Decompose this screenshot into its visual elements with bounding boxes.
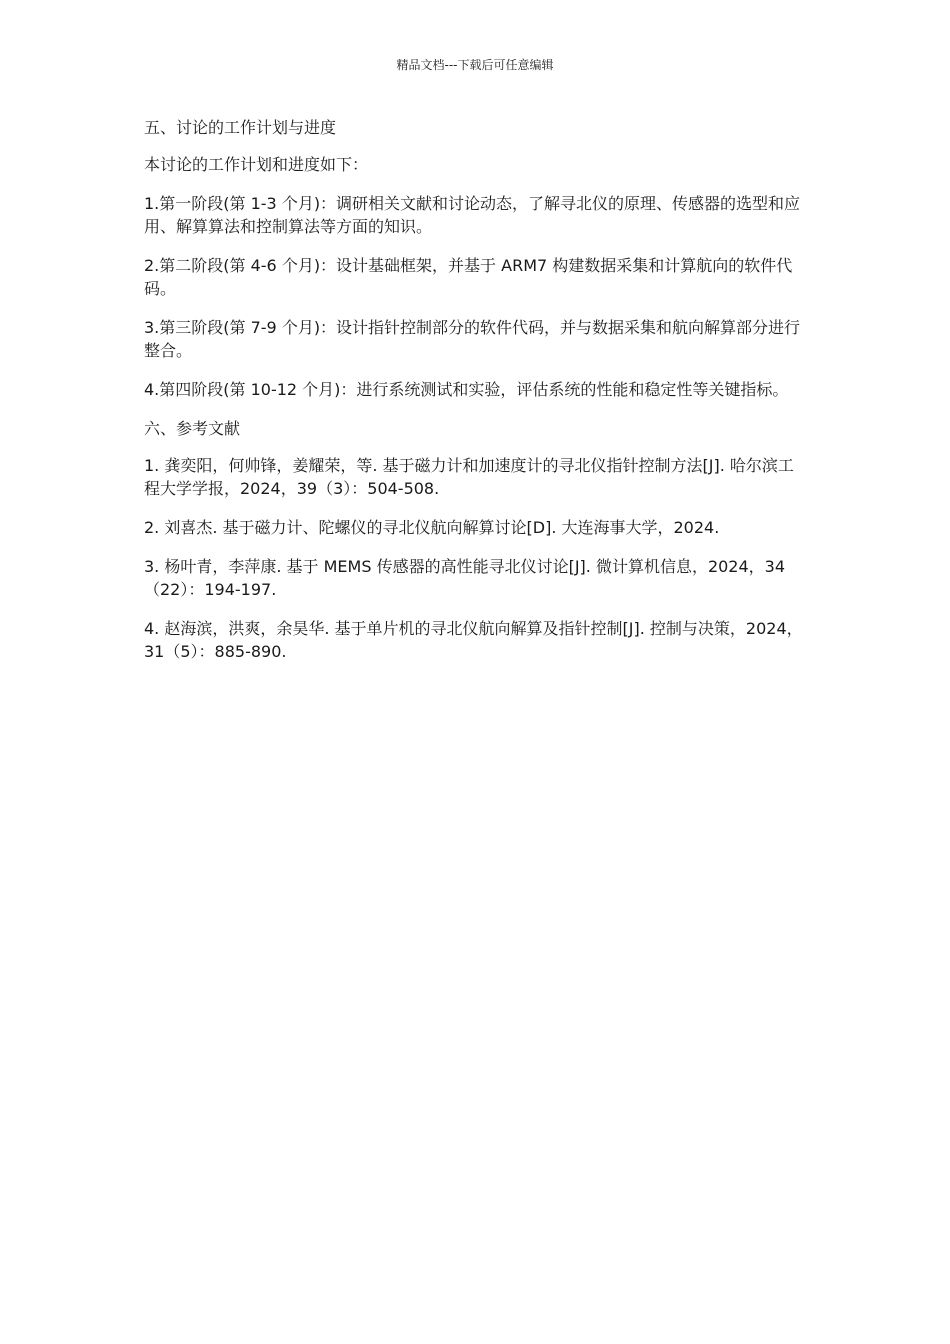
page-header: 精品文档---下载后可任意编辑: [396, 58, 554, 72]
section-heading-references: 六、参考文献: [144, 419, 241, 438]
work-plan-item: 3.第三阶段(第 7-9 个月)：设计指针控制部分的软件代码，并与数据采集和航向解算部分进行整合。: [144, 318, 801, 360]
reference-item: 1. 龚奕阳，何帅锋，姜耀荣，等. 基于磁力计和加速度计的寻北仪指针控制方法[J]. 哈尔滨工程大学学报，2024，39（3）：504-508.: [144, 456, 794, 498]
reference-item: 4. 赵海滨，洪爽，余昊华. 基于单片机的寻北仪航向解算及指针控制[J]. 控制与决策，2024，31（5）：885-890.: [144, 619, 803, 661]
reference-item: 2. 刘喜杰. 基于磁力计、陀螺仪的寻北仪航向解算讨论[D]. 大连海事大学，2024.: [144, 518, 720, 537]
reference-item: 3. 杨叶青，李萍康. 基于 MEMS 传感器的高性能寻北仪讨论[J]. 微计算机信息，2024，34（22）：194-197.: [144, 557, 786, 599]
section-heading-work-plan: 五、讨论的工作计划与进度: [144, 118, 337, 137]
work-plan-item: 4.第四阶段(第 10-12 个月)：进行系统测试和实验，评估系统的性能和稳定性等关键指标。: [144, 380, 789, 399]
work-plan-intro: 本讨论的工作计划和进度如下：: [144, 155, 369, 174]
work-plan-item: 1.第一阶段(第 1-3 个月)：调研相关文献和讨论动态，了解寻北仪的原理、传感器的选型和应用、解算算法和控制算法等方面的知识。: [144, 194, 801, 236]
work-plan-item: 2.第二阶段(第 4-6 个月)：设计基础框架，并基于 ARM7 构建数据采集和计算航向的软件代码。: [144, 256, 793, 298]
document-body: [144, 116, 808, 679]
